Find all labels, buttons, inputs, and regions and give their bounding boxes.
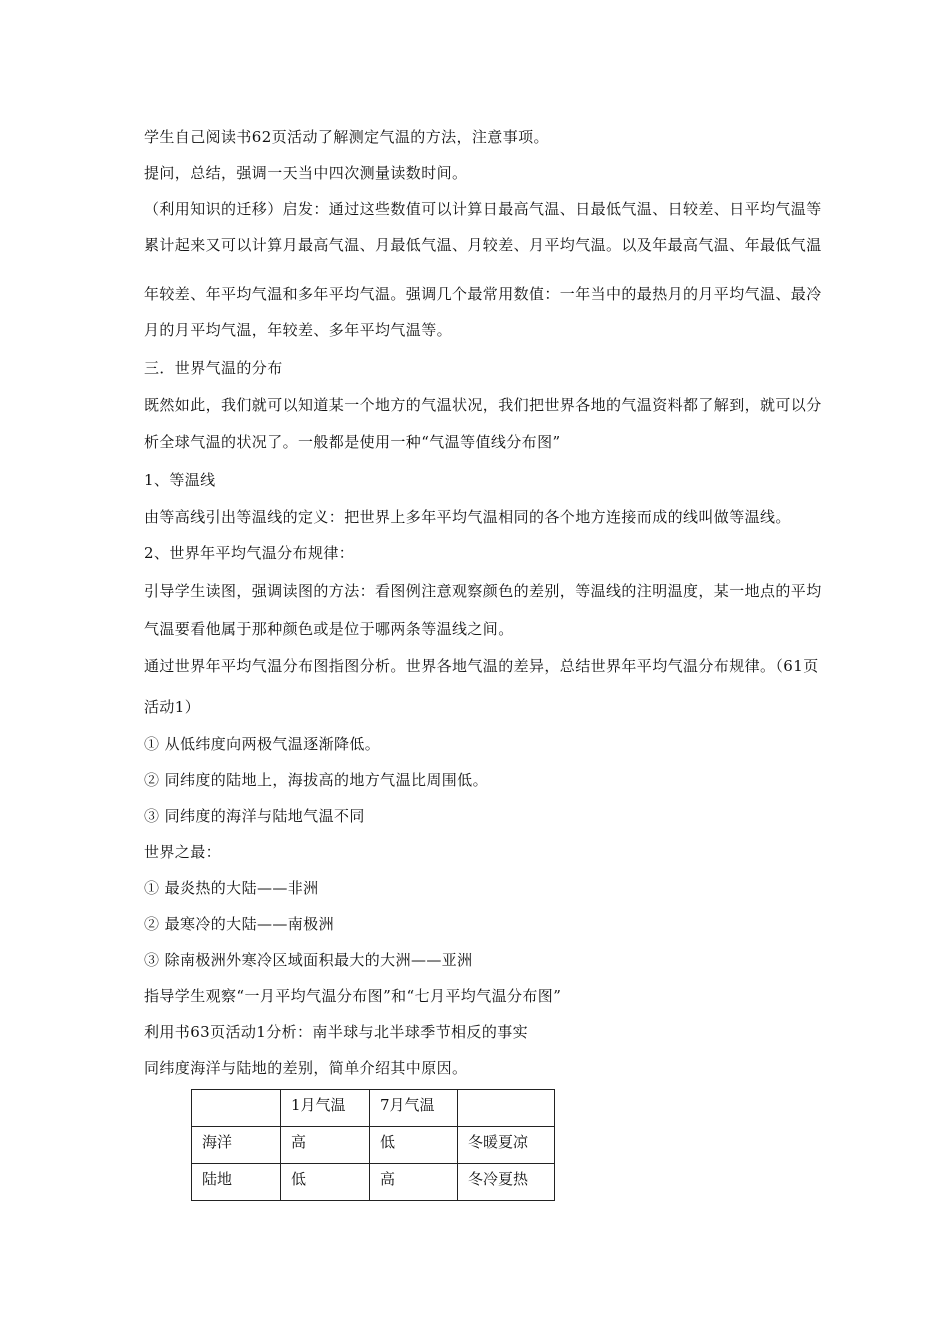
climate-comparison-table (191, 1089, 555, 1201)
list-item: ③ 除南极洲外寒冷区域面积最大的大洲——亚洲 (144, 951, 473, 969)
table-cell: 低 (370, 1127, 458, 1164)
paragraph: 提问，总结，强调一天当中四次测量读数时间。 (144, 164, 468, 182)
list-item: ① 最炎热的大陆——非洲 (144, 879, 319, 897)
list-item: ① 从低纬度向两极气温逐渐降低。 (144, 735, 381, 753)
subheading: 1、等温线 (144, 471, 216, 489)
table-header-cell: 7月气温 (370, 1090, 458, 1127)
table-cell: 海洋 (192, 1127, 281, 1164)
paragraph: 析全球气温的状况了。一般都是使用一种“气温等值线分布图” (144, 433, 561, 451)
table-cell (458, 1090, 555, 1127)
paragraph: 气温要看他属于那种颜色或是位于哪两条等温线之间。 (144, 620, 514, 638)
table-header-row (192, 1090, 555, 1127)
table-cell: 陆地 (192, 1164, 281, 1201)
paragraph: 指导学生观察“一月平均气温分布图”和“七月平均气温分布图” (144, 987, 562, 1005)
paragraph: 学生自己阅读书62页活动了解测定气温的方法，注意事项。 (144, 128, 549, 146)
paragraph: 年较差、年平均气温和多年平均气温。强调几个最常用数值：一年当中的最热月的月平均气温、最冷 (144, 285, 822, 303)
table-row (192, 1127, 555, 1164)
table-header-cell: 1月气温 (281, 1090, 370, 1127)
paragraph: 通过世界年平均气温分布图指图分析。世界各地气温的差异，总结世界年平均气温分布规律。（61页 (144, 657, 819, 675)
paragraph: 月的月平均气温，年较差、多年平均气温等。 (144, 321, 453, 339)
paragraph: （利用知识的迁移）启发：通过这些数值可以计算日最高气温、日最低气温、日较差、日平均气温等 (144, 200, 822, 218)
paragraph: 既然如此，我们就可以知道某一个地方的气温状况，我们把世界各地的气温资料都了解到，就可以分 (144, 396, 822, 414)
paragraph: 累计起来又可以计算月最高气温、月最低气温、月较差、月平均气温。以及年最高气温、年最低气温 (144, 236, 822, 254)
subheading: 2、世界年平均气温分布规律： (144, 544, 355, 562)
paragraph: 由等高线引出等温线的定义：把世界上多年平均气温相同的各个地方连接而成的线叫做等温线。 (144, 508, 791, 526)
table-row (192, 1164, 555, 1201)
list-item: ② 最寒冷的大陆——南极洲 (144, 915, 334, 933)
list-item: ② 同纬度的陆地上，海拔高的地方气温比周围低。 (144, 771, 488, 789)
table-cell (192, 1090, 281, 1127)
paragraph: 引导学生读图，强调读图的方法：看图例注意观察颜色的差别，等温线的注明温度，某一地点的平均 (144, 582, 822, 600)
table-cell: 高 (370, 1164, 458, 1201)
table-cell: 高 (281, 1127, 370, 1164)
table-cell: 低 (281, 1164, 370, 1201)
paragraph: 同纬度海洋与陆地的差别，简单介绍其中原因。 (144, 1059, 468, 1077)
section-heading: 三．世界气温的分布 (144, 359, 283, 377)
list-item: ③ 同纬度的海洋与陆地气温不同 (144, 807, 365, 825)
paragraph: 利用书63页活动1分析：南半球与北半球季节相反的事实 (144, 1023, 529, 1041)
paragraph: 世界之最： (144, 843, 222, 861)
table-cell: 冬冷夏热 (458, 1164, 555, 1201)
paragraph: 活动1） (144, 698, 201, 716)
table-cell: 冬暖夏凉 (458, 1127, 555, 1164)
